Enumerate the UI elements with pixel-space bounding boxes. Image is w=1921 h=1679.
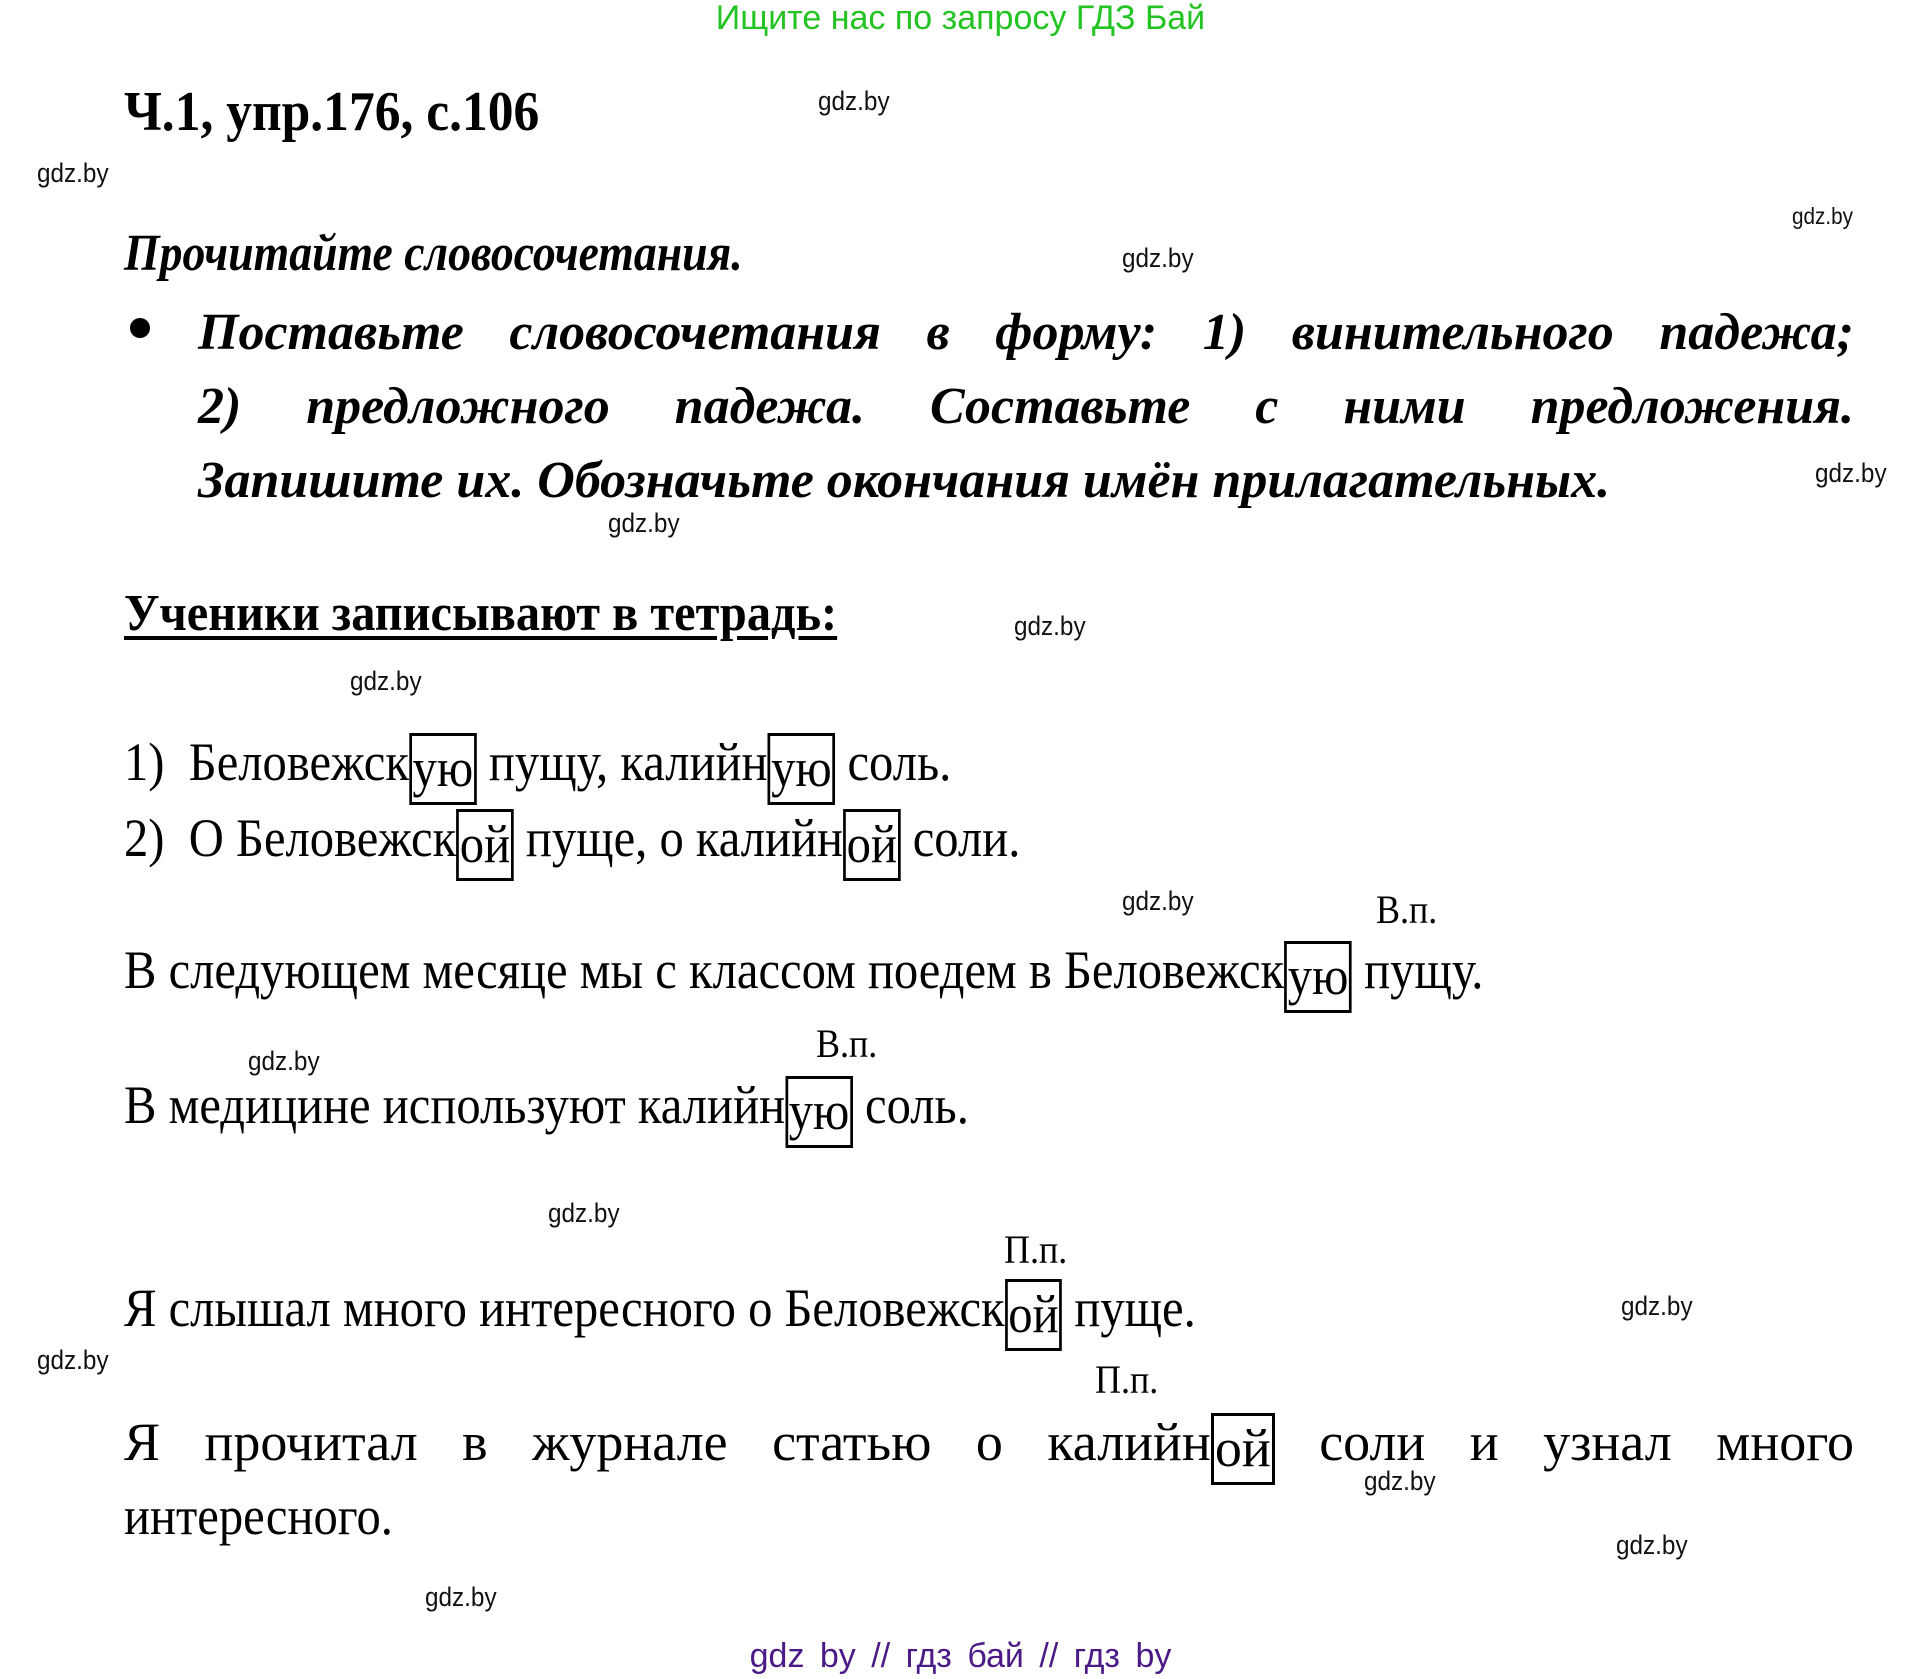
word: статью [772,1412,932,1472]
watermark: gdz.by [1014,611,1086,641]
footer-links: gdz by // гдз бай // гдз by [749,1637,1172,1675]
watermark: gdz.by [1364,1466,1436,1496]
sentence-text: соль. [852,1075,969,1135]
answer-line-1 [124,732,951,805]
watermark: gdz.by [608,508,680,538]
word: много [1716,1412,1855,1472]
case-label: В.п. [1376,887,1438,932]
watermark: gdz.by [1122,886,1194,916]
answer-number: 1) [124,732,165,792]
word: о [975,1412,1003,1472]
ending-box: ую [409,733,477,805]
answer-text: О Беловежск [188,808,457,868]
task-intro: Прочитайте словосочетания. [124,225,743,282]
watermark: gdz.by [350,666,422,696]
watermark: gdz.by [37,158,109,188]
ending-box: ую [1284,941,1352,1013]
sentence-text: пуще. [1062,1278,1196,1338]
answer-line-2 [124,808,1020,881]
search-banner: Ищите нас по запросу ГДЗ Бай [715,0,1206,37]
case-label: П.п. [1004,1227,1068,1272]
answer-text: Беловежск [188,732,409,792]
sentence-4-continuation: интересного. [124,1486,393,1546]
sentence-2 [124,1075,969,1148]
watermark: gdz.by [37,1345,109,1375]
page-title: Ч.1, упр.176, с.106 [124,81,540,143]
watermark: gdz.by [1815,458,1887,488]
sentence-3 [124,1278,1196,1351]
watermark: gdz.by [818,86,890,116]
ending-box: ой [1211,1413,1275,1485]
ending-box: ой [1005,1279,1063,1351]
watermark: gdz.by [1122,243,1194,273]
watermark: gdz.by [1616,1530,1688,1560]
watermark: gdz.by [425,1582,497,1612]
word: узнал [1543,1412,1672,1472]
watermark: gdz.by [1792,203,1853,229]
word: соли [1319,1412,1426,1472]
answer-text: соль. [835,732,952,792]
task-instructions [198,296,1854,518]
ending-box: ой [456,809,514,881]
word: журнале [532,1412,728,1472]
sentence-text: Я слышал много интересного о Беловежск [124,1278,1005,1338]
task-line-3: Запишите их. Обозначьте окончания имён прилагательных. [198,452,1611,509]
ending-box: ой [843,809,901,881]
answer-text: пуще, о калийн [513,808,844,868]
word: Я [124,1412,161,1472]
watermark: gdz.by [548,1198,620,1228]
sentence-text: В следующем месяце мы с классом поедем в Беловежск [124,940,1285,1000]
sentence-1 [124,940,1483,1013]
sentence-4 [124,1412,1854,1485]
ending-box: ую [785,1076,853,1148]
watermark: gdz.by [1621,1291,1693,1321]
answer-text: пущу, калийн [476,732,768,792]
word [1047,1412,1274,1478]
case-label: В.п. [816,1021,878,1066]
word: прочитал [204,1412,418,1472]
word: и [1469,1412,1499,1472]
ending-box: ую [768,733,836,805]
task-line-1: Поставьте словосочетания в форму: 1) винительного падежа; [198,304,1854,361]
section-heading: Ученики записывают в тетрадь: [124,585,838,642]
task-line-2: 2) предложного падежа. Составьте с ними предложения. [198,378,1854,435]
sentence-text: В медицине используют калийн [124,1075,786,1135]
answer-text: соли. [900,808,1021,868]
sentence-text: пущу. [1351,940,1484,1000]
word-stem: калийн [1047,1412,1211,1472]
answer-number: 2) [124,808,165,868]
watermark: gdz.by [248,1046,320,1076]
bullet-icon [130,318,150,338]
word: в [462,1412,488,1472]
case-label: П.п. [1095,1357,1159,1402]
